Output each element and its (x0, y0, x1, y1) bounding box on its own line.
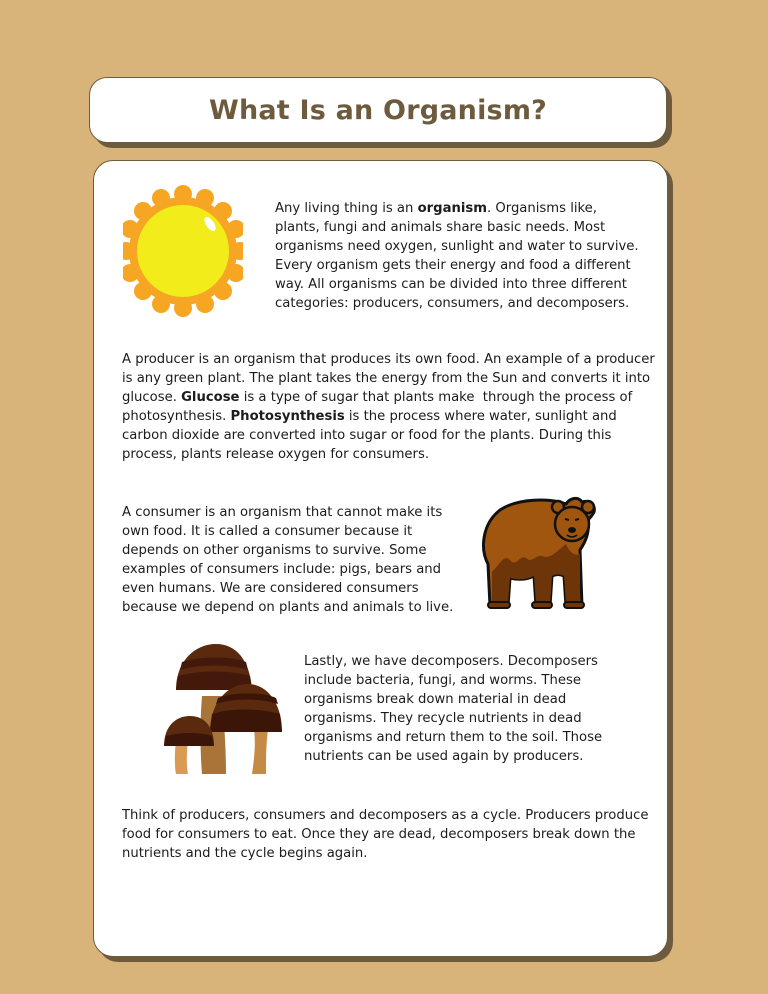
term-photosynthesis: Photosynthesis (230, 409, 345, 424)
intro-paragraph: Any living thing is an organism. Organisms like, plants, fungi and animals share basic needs. Most organisms need oxygen, sunlight and water to survive. Every organism gets their energy and food a different way. All organisms can be divided into three different categories: producers, consumers, and decomposers. (275, 201, 639, 311)
term-glucose: Glucose (181, 390, 240, 405)
decomposers-paragraph: Lastly, we have decomposers. Decomposers include bacteria, fungi, and worms. These organisms break down material in dead organisms. They recycle nutrients in dead organisms and return them to the soil. Those nutrients can be used again by producers. (304, 654, 603, 764)
term-organism: organism (417, 201, 487, 216)
sun-icon (123, 184, 243, 318)
producers-paragraph: A producer is an organism that produces its own food. An example of a producer is any green plant. The plant takes the energy from the Sun and converts it into glucose. Glucose is a type of sugar that plants make through the process of photosynthesis. Photosynthesis is the process where water, sunlight and carbon dioxide are converted into sugar or food for the plants. During this process, plants release oxygen for consumers. (122, 352, 655, 462)
mushrooms-icon (160, 640, 290, 776)
page-title: What Is an Organism? (208, 94, 548, 126)
consumers-paragraph: A consumer is an organism that cannot make its own food. It is called a consumer because it depends on other organisms to survive. Some examples of consumers include: pigs, bears and even humans. We are considered consumers because we depend on plants and animals to live. (122, 505, 454, 615)
cycle-paragraph: Think of producers, consumers and decomposers as a cycle. Producers produce food for consumers to eat. Once they are dead, decomposers break down the nutrients and the cycle begins again. (122, 808, 649, 861)
bear-icon (470, 494, 600, 612)
title-card (89, 77, 667, 143)
